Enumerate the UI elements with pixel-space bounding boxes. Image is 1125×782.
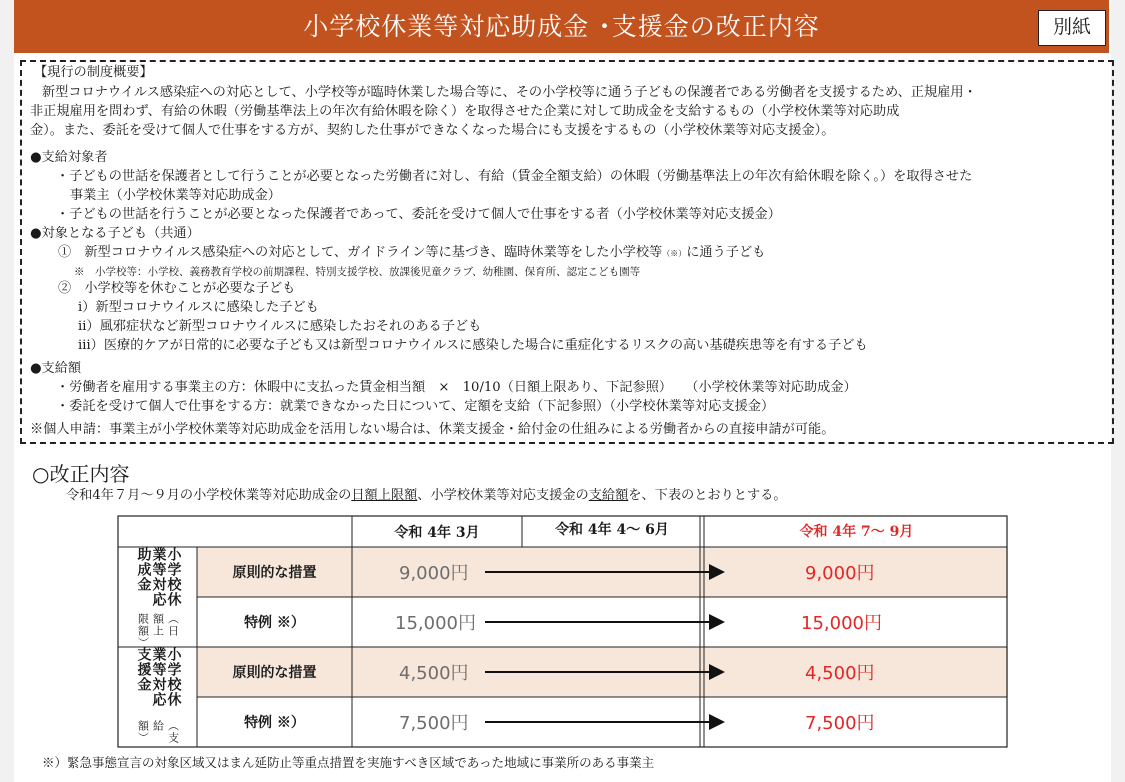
title-banner bbox=[14, 0, 1109, 53]
left-margin bbox=[0, 0, 14, 782]
row-label-subsidy-special: 特例 ※） bbox=[244, 615, 305, 631]
target-line-1: ・子どもの世話を保護者として行うことが必要となった労働者に対し、有給（賃金全額支給）の休暇（労働基準法上の年次有給休暇を除く。）を取得させた bbox=[56, 169, 973, 184]
header-apr-jun: 令和 4年 4～ 6月 bbox=[555, 522, 669, 538]
children-heading: ●対象となる子ども（共通） bbox=[30, 226, 200, 241]
revision-table bbox=[117, 515, 1008, 748]
desc-mid: 、小学校休業等対応支援金の bbox=[417, 488, 589, 503]
revision-title: ○改正内容 bbox=[32, 462, 130, 486]
current-heading: 【現行の制度概要】 bbox=[34, 65, 153, 80]
value-subsidy-special-new: 15,000円 bbox=[801, 613, 882, 634]
row-label-subsidy-standard: 原則的な措置 bbox=[232, 565, 317, 581]
child-line-3: ⅰ）新型コロナウイルスに感染した子ども bbox=[78, 300, 319, 315]
group-subsidy-name: 小学校休業等対応助成金 bbox=[135, 547, 182, 607]
targets-heading: ●支給対象者 bbox=[30, 150, 108, 165]
value-support-standard-new: 4,500円 bbox=[805, 663, 875, 684]
value-subsidy-special-march: 15,000円 bbox=[395, 613, 476, 634]
intro-line-2: 非正規雇用を問わず、有給の休暇（労働基準法上の年次有給休暇を除く）を取得させた企業に対して助成金を支給するもの（小学校休業等対応助成 bbox=[30, 104, 900, 119]
intro-line-3: 金）。また、委託を受けて個人で仕事をする方が、契約した仕事ができなくなった場合にも支援をするもの（小学校休業等対応支援金）。 bbox=[30, 123, 835, 138]
value-subsidy-standard-march: 9,000円 bbox=[399, 563, 469, 584]
desc-amount: 支給額 bbox=[588, 488, 629, 503]
value-subsidy-standard-new: 9,000円 bbox=[805, 563, 875, 584]
page-title: 小学校休業等対応助成金 ･支援金の改正内容 bbox=[303, 12, 820, 41]
target-line-2: 事業主（小学校休業等対応助成金） bbox=[70, 188, 281, 203]
group-subsidy-label bbox=[119, 547, 197, 650]
revision-description bbox=[66, 484, 787, 503]
child-line-1 bbox=[58, 244, 765, 263]
amount-line-2: ・委託を受けて個人で仕事をする方：就業できなかった日について、定額を支給（下記参照）（小学校休業等対応支援金） bbox=[56, 399, 775, 414]
child-line-1-text: ① 新型コロナウイルス感染症への対応として、ガイドライン等に基づき、臨時休業等をした小学校等 bbox=[58, 245, 663, 260]
amount-heading: ●支給額 bbox=[30, 361, 82, 376]
group-support-sub: （支給額） bbox=[136, 720, 180, 745]
attachment-badge: 別紙 bbox=[1038, 10, 1106, 46]
desc-daily-limit: 日額上限額 bbox=[351, 488, 418, 503]
row-label-support-special: 特例 ※） bbox=[244, 715, 305, 731]
group-subsidy-sub: （日額上限額） bbox=[136, 613, 180, 650]
header-jul-sep: 令和 4年 7～ 9月 bbox=[799, 524, 914, 540]
child-line-4: ⅱ）風邪症状など新型コロナウイルスに感染したおそれのある子ども bbox=[78, 319, 482, 334]
child-line-5: ⅲ）医療的ケアが日常的に必要な子ども又は新型コロナウイルスに感染した場合に重症化するリスクの高い基礎疾患等を有する子ども bbox=[78, 338, 868, 353]
target-line-3: ・子どもの世話を行うことが必要となった保護者であって、委託を受けて個人で仕事をする者（小学校休業等対応支援金） bbox=[56, 207, 781, 222]
desc-pre: 令和4年７月～９月の小学校休業等対応助成金の bbox=[66, 488, 352, 503]
value-support-special-new: 7,500円 bbox=[805, 713, 875, 734]
row-label-support-standard: 原則的な措置 bbox=[232, 665, 317, 681]
footnote: ※）緊急事態宣言の対象区域又はまん延防止等重点措置を実施すべき区域であった地域に事業所のある事業主 bbox=[42, 755, 655, 770]
child-note: ※ 小学校等：小学校、義務教育学校の前期課程、特別支援学校、放課後児童クラブ、幼稚園、保育所、認定こども園等 bbox=[74, 266, 641, 278]
individual-note: ※個人申請：事業主が小学校休業等対応助成金を活用しない場合は、休業支援金・給付金の仕組みによる労働者からの直接申請が可能。 bbox=[30, 422, 835, 437]
intro-line-1: 新型コロナウイルス感染症への対応として、小学校等が臨時休業した場合等に、その小学校等に通う子どもの保護者である労働者を支援するため、正規雇用・ bbox=[42, 85, 977, 100]
desc-post: を、下表のとおりとする。 bbox=[628, 488, 787, 503]
child-line-2: ② 小学校等を休むことが必要な子ども bbox=[58, 281, 296, 296]
value-support-special-march: 7,500円 bbox=[399, 713, 469, 734]
group-support-name: 小学校休業等対応支援金 bbox=[135, 647, 182, 707]
child-note-mark: （※） bbox=[662, 249, 687, 258]
child-line-1-tail: に通う子ども bbox=[686, 245, 766, 260]
header-march: 令和 4年 3月 bbox=[394, 525, 480, 541]
group-support-label bbox=[119, 647, 197, 747]
amount-line-1: ・労働者を雇用する事業主の方：休暇中に支払った賃金相当額 × 10/10（日額上限あり、下記参照） （小学校休業等対応助成金） bbox=[56, 380, 857, 395]
value-support-standard-march: 4,500円 bbox=[399, 663, 469, 684]
